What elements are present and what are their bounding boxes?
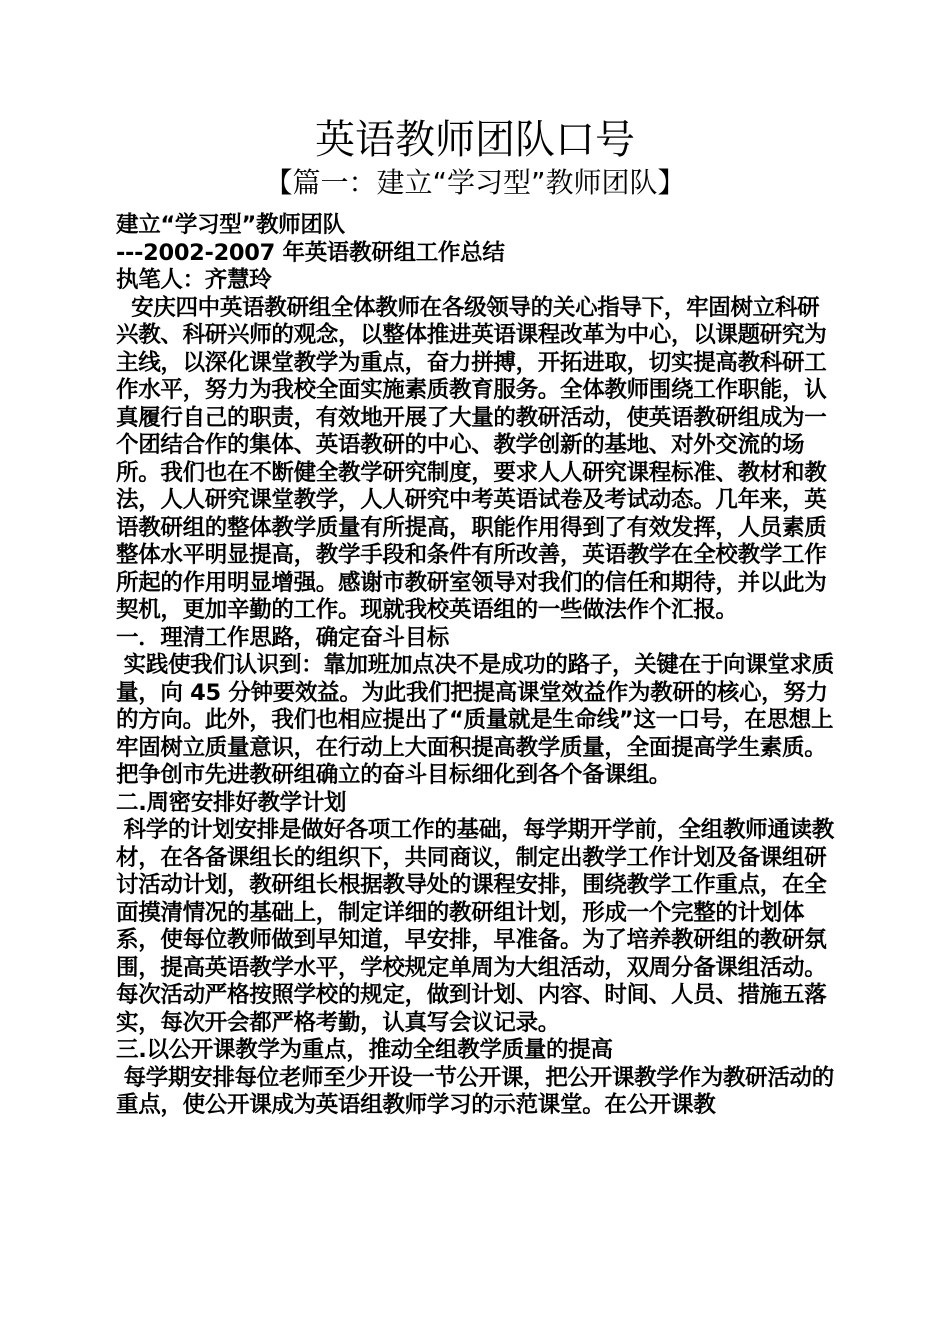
section-3-text: 每学期安排每位老师至少开设一节公开课，把公开课教学作为教研活动的重点，使公开课成为英语组教师学习的示范课堂。在公开课教: [116, 1064, 834, 1118]
document-body: [116, 212, 838, 1120]
section-1-text: 实践使我们认识到：靠加班加点决不是成功的路子，关键在于向课堂求质量，向 45 分钟要效益。为此我们把提高课堂效益作为教研的核心，努力的方向。此外，我们也相应提出了“质量就是生命线”这一口号，在思想上牢固树立质量意识，在行动上大面积提高教学质量，全面提高学生素质。把争创市先进教研组确立的奋斗目标细化到各个备课组。: [116, 652, 834, 788]
document-title: 英语教师团队口号: [315, 117, 635, 163]
section-2-text: 科学的计划安排是做好各项工作的基础，每学期开学前，全组教师通读教材，在各备课组长的组织下，共同商议，制定出教学工作计划及备课组研讨活动计划，教研组长根据教导处的课程安排，围绕教学工作重点，在全面摸清情况的基础上，制定详细的教研组计划，形成一个完整的计划体系，使每位教师做到早知道，早安排，早准备。为了培养教研组的教研氛围，提高英语教学水平，学校规定单周为大组活动，双周分备课组活动。每次活动严格按照学校的规定，做到计划、内容、时间、人员、措施五落实，每次开会都严格考勤，认真写会议记录。: [116, 817, 834, 1036]
section-3-heading: 三.以公开课教学为重点，推动全组教学质量的提高: [116, 1037, 613, 1063]
intro-text: 安庆四中英语教研组全体教师在各级领导的关心指导下，牢固树立科研兴教、科研兴师的观念，以整体推进英语课程改革为中心，以课题研究为主线，以深化课堂教学为重点，奋力拼搏，开拓进取，切实提高教科研工作水平，努力为我校全面实施素质教育服务。全体教师围绕工作职能，认真履行自己的职责，有效地开展了大量的教研活动，使英语教研组成为一个团结合作的集体、英语教研的中心、教学创新的基地、对外交流的场所。我们也在不断健全教学研究制度，要求人人研究课程标准、教材和教法，人人研究课堂教学，人人研究中考英语试卷及考试动态。几年来，英语教研组的整体教学质量有所提高，职能作用得到了有效发挥，人员素质整体水平明显提高，教学手段和条件有所改善，英语教学在全校教学工作所起的作用明显增强。感谢市教研室领导对我们的信任和期待，并以此为契机，更加辛勤的工作。现就我校英语组的一些做法作个汇报。: [116, 294, 827, 623]
section-2-heading: 二.周密安排好教学计划: [116, 789, 347, 816]
body-heading: 建立“学习型”教师团队: [116, 212, 345, 238]
section-1-heading: 一．理清工作思路，确定奋斗目标: [116, 624, 450, 651]
section-2-paragraph: [116, 817, 838, 1037]
body-subheading: ---2002-2007 年英语教研组工作总结: [116, 239, 505, 266]
section-1-paragraph: [116, 652, 838, 790]
document-subtitle: 【篇一：建立“学习型”教师团队】: [264, 166, 686, 199]
author-line: 执笔人：齐慧玲: [116, 267, 272, 293]
intro-paragraph: [116, 295, 838, 625]
section-3-paragraph: [116, 1065, 838, 1120]
